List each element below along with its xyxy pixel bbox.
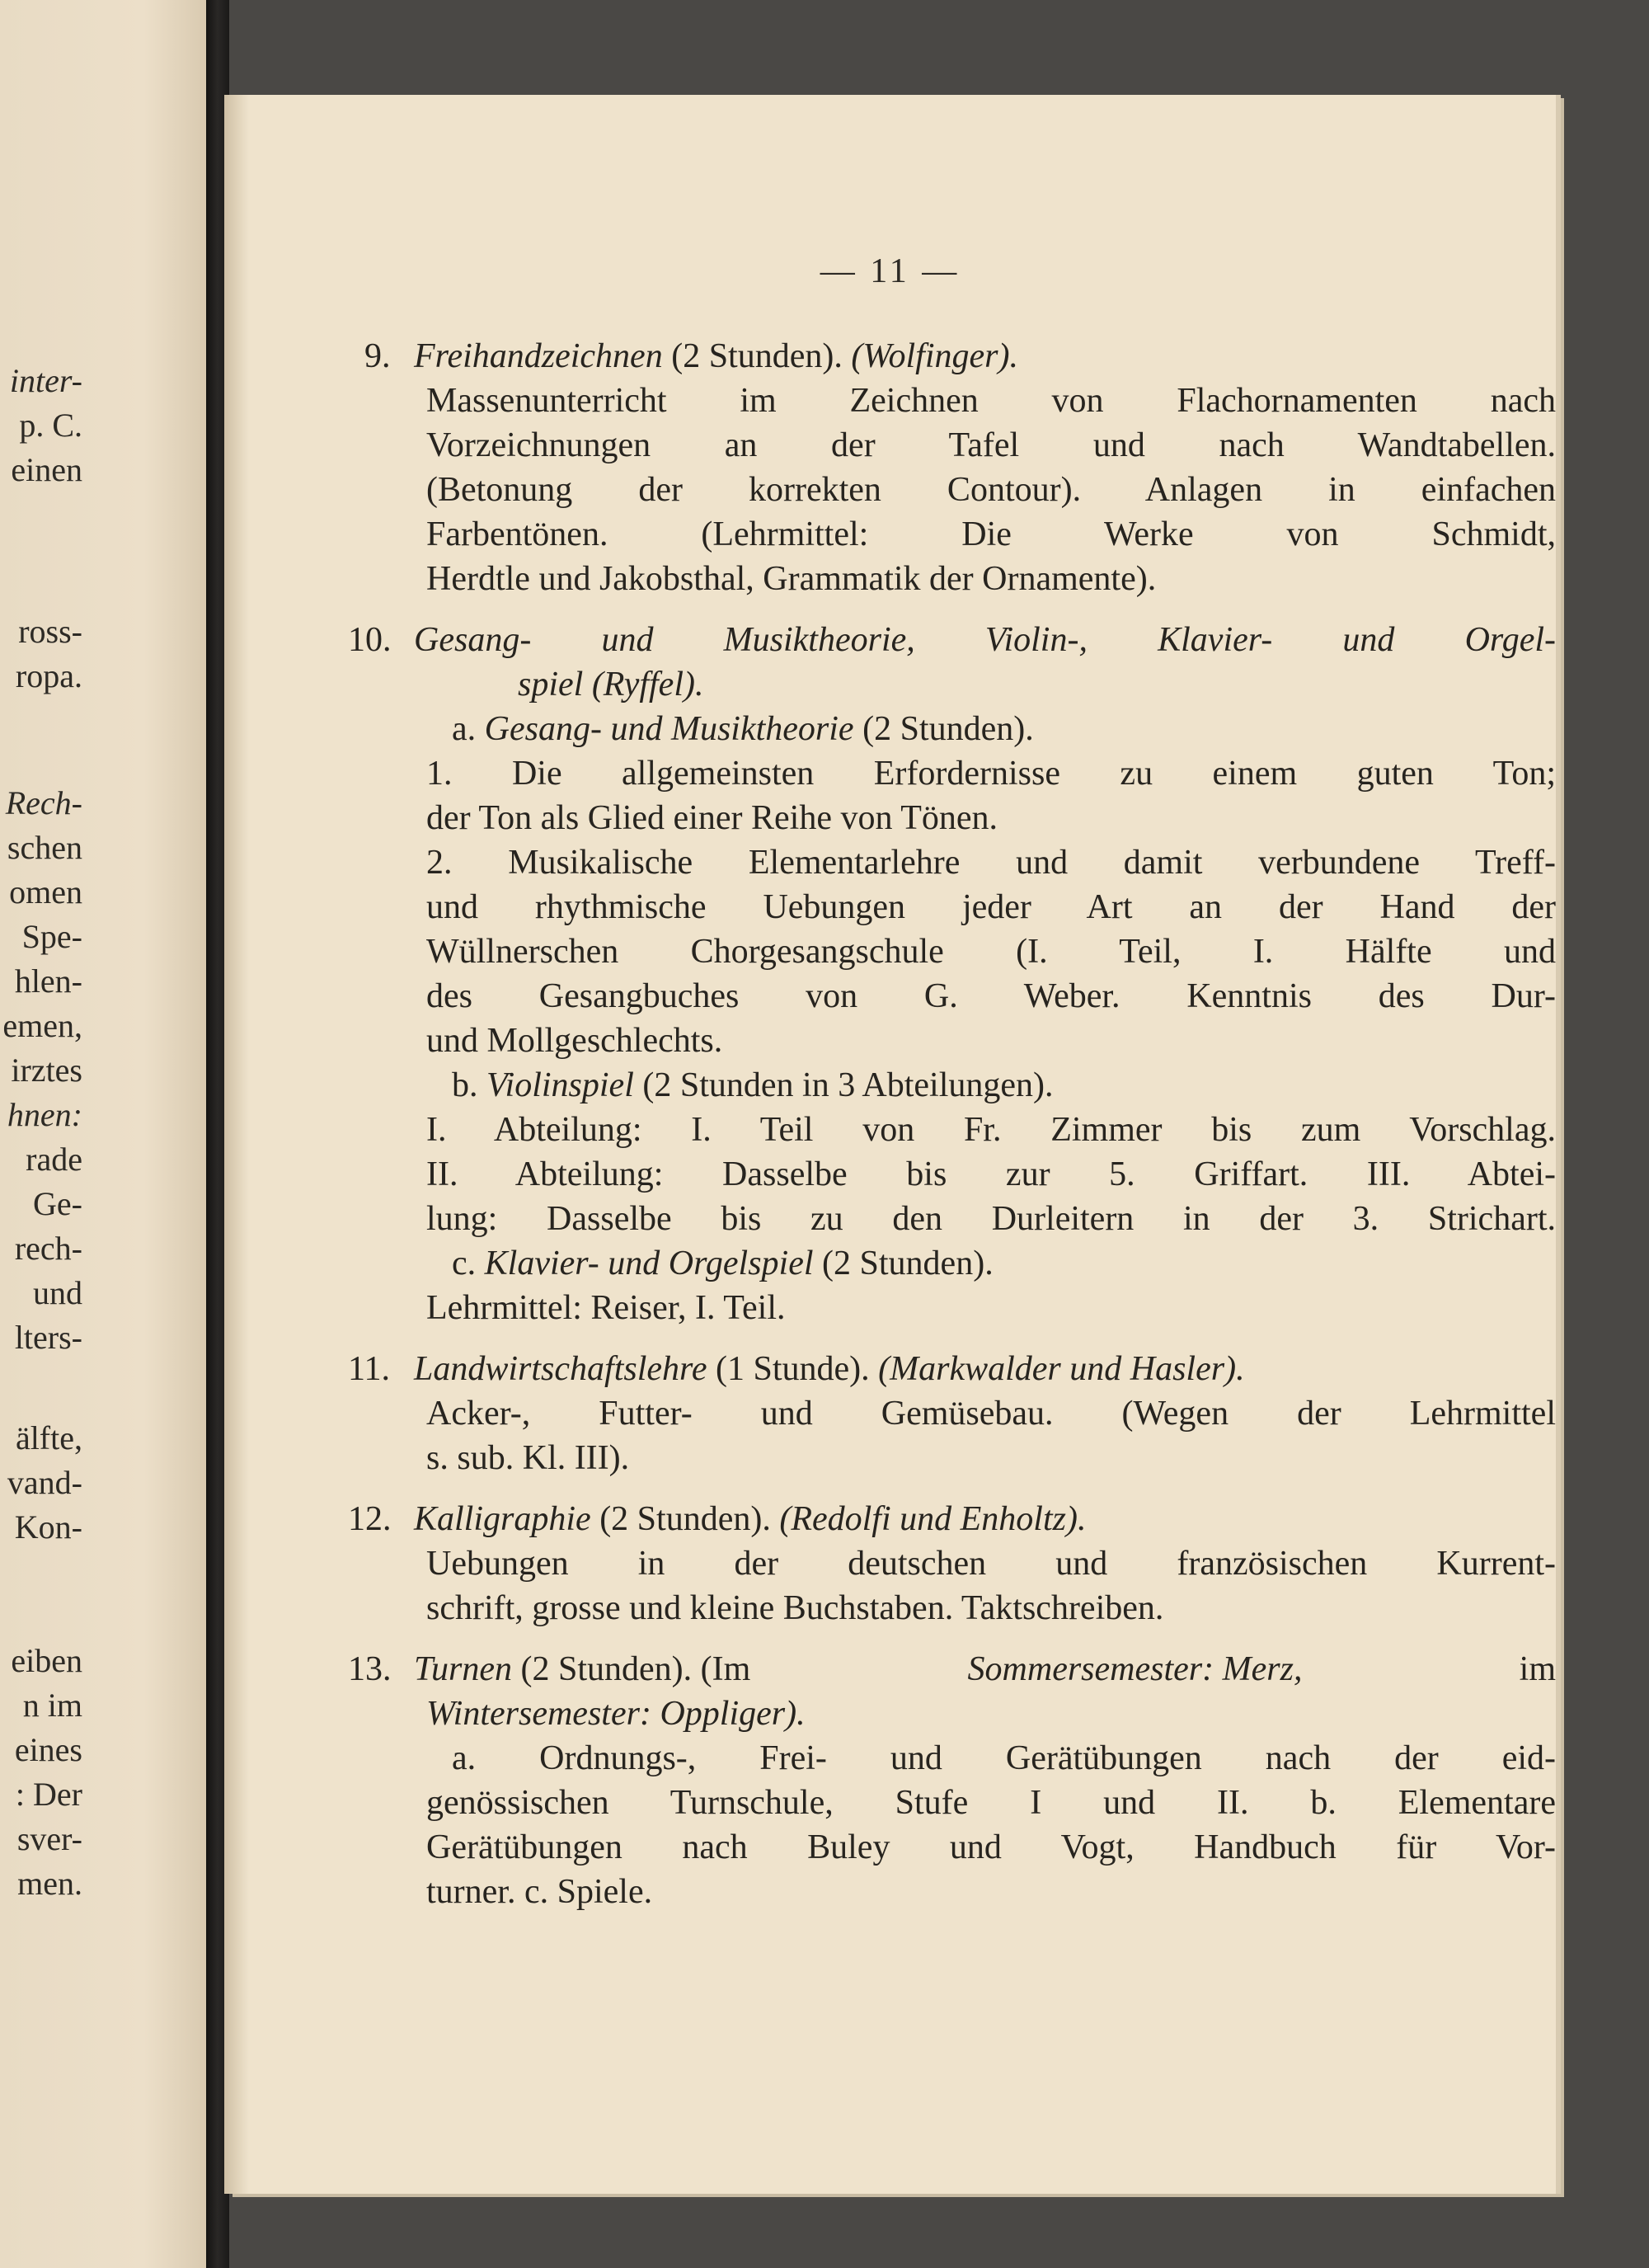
left-fragment: p. C. <box>19 407 82 444</box>
left-fragment: Rech- <box>5 784 82 821</box>
subject-title: Kalligraphie <box>414 1500 591 1538</box>
hours: (1 Stunde). <box>715 1350 870 1388</box>
left-fragment: sver- <box>16 1820 82 1857</box>
text-line: I. Abteilung: I. Teil von Fr. Zimmer bis zum Vorschlag. <box>426 1111 1556 1149</box>
subject-title: Freihandzeichnen <box>414 337 663 375</box>
text-line: 1. Die allgemeinsten Erfordernisse zu einem guten Ton; <box>426 755 1556 793</box>
text-line: des Gesangbuches von G. Weber. Kenntnis des Dur- <box>426 977 1556 1015</box>
text-line: Wüllnerschen Chorgesangschule (I. Teil, I. Hälfte und <box>426 933 1556 971</box>
item-heading <box>414 334 1018 379</box>
item-heading-cont: spiel (Ryffel). <box>518 666 704 703</box>
text-line: turner. c. Spiele. <box>426 1873 653 1911</box>
text-line: Herdtle und Jakobsthal, Grammatik der Ornamente). <box>426 560 1157 598</box>
left-fragment: eiben <box>11 1642 82 1679</box>
left-fragment: vand- <box>7 1464 82 1501</box>
item-heading <box>414 1497 1086 1541</box>
text-word: im <box>1519 1650 1556 1688</box>
teacher: (Markwalder und Hasler). <box>878 1350 1245 1388</box>
left-fragment: schen <box>7 829 82 866</box>
text-line: und rhythmische Uebungen jeder Art an der Hand der <box>426 888 1556 926</box>
teacher: Sommersemester: Merz, <box>967 1650 1303 1688</box>
item-number: 9. <box>364 337 391 375</box>
left-fragment: inter- <box>9 362 82 399</box>
teacher: (Redolfi und Enholtz). <box>779 1500 1087 1538</box>
sub-title: Klavier- und Orgelspiel <box>484 1245 814 1282</box>
left-fragment: : Der <box>15 1776 82 1813</box>
page-text <box>224 95 1556 2194</box>
subsection-b <box>452 1063 1054 1108</box>
left-fragment: älfte, <box>15 1419 82 1456</box>
left-fragment: ross- <box>18 613 82 650</box>
left-fragment: lters- <box>14 1319 82 1356</box>
text-line: (Betonung der korrekten Contour). Anlagen in einfachen <box>426 471 1556 509</box>
left-fragment: omen <box>9 873 82 910</box>
left-fragment: hnen: <box>7 1096 82 1133</box>
item-number: 12. <box>348 1500 392 1538</box>
text-line: Massenunterricht im Zeichnen von Flachornamenten nach <box>426 382 1556 420</box>
hours: (2 Stunden). <box>822 1245 994 1282</box>
text-line: Vorzeichnungen an der Tafel und nach Wandtabellen. <box>426 426 1556 464</box>
text-line: Lehrmittel: Reiser, I. Teil. <box>426 1289 786 1327</box>
hours: (2 Stunden). <box>671 337 843 375</box>
text-line: II. Abteilung: Dasselbe bis zur 5. Griffart. III. Abtei- <box>426 1155 1556 1193</box>
text-line: Acker-, Futter- und Gemüsebau. (Wegen der Lehrmittel <box>426 1395 1556 1433</box>
subject-title: Landwirtschaftslehre <box>414 1350 707 1388</box>
left-fragment: und <box>33 1274 82 1311</box>
item-heading <box>414 1647 1556 1692</box>
sub-label: a. <box>452 710 477 748</box>
sub-label: b. <box>452 1066 478 1104</box>
page-number: — 11 — <box>820 252 961 290</box>
hours: (2 Stunden). <box>862 710 1034 748</box>
text-line: a. Ordnungs-, Frei- und Gerätübungen nach der eid- <box>452 1739 1556 1777</box>
item-number: 10. <box>348 621 392 659</box>
item-number: 13. <box>348 1650 392 1688</box>
sub-title: Gesang- und Musiktheorie <box>484 710 854 748</box>
left-fragment: Kon- <box>14 1508 82 1546</box>
left-fragment: ropa. <box>15 657 82 694</box>
sub-label: c. <box>452 1245 477 1282</box>
subject-title: Turnen <box>414 1650 513 1688</box>
left-fragment: emen, <box>2 1007 82 1044</box>
right-page <box>224 95 1556 2194</box>
text-line: genössischen Turnschule, Stufe I und II. b. Elementare <box>426 1784 1556 1822</box>
hours: (2 Stunden). (Im <box>520 1650 751 1688</box>
hours: (2 Stunden in 3 Abteilungen). <box>642 1066 1054 1104</box>
text-line: 2. Musikalische Elementarlehre und damit verbundene Treff- <box>426 844 1556 882</box>
teacher: (Wolfinger). <box>851 337 1018 375</box>
left-page-fragment <box>0 0 206 2268</box>
subsection-a <box>452 707 1034 751</box>
text-line: s. sub. Kl. III). <box>426 1439 630 1477</box>
sub-title: Violinspiel <box>486 1066 634 1104</box>
text-line: Gerätübungen nach Buley und Vogt, Handbuch für Vor- <box>426 1828 1556 1866</box>
item-number: 11. <box>348 1350 390 1388</box>
left-fragment: einen <box>11 451 82 488</box>
text-line: lung: Dasselbe bis zu den Durleitern in der 3. Strichart. <box>426 1200 1556 1238</box>
left-fragment: Ge- <box>33 1185 82 1222</box>
item-heading <box>414 1347 1245 1391</box>
left-fragment: men. <box>17 1865 82 1902</box>
text-line: schrift, grosse und kleine Buchstaben. Taktschreiben. <box>426 1589 1164 1627</box>
left-fragment: rade <box>26 1141 82 1178</box>
hours: (2 Stunden). <box>599 1500 771 1538</box>
text-line: Farbentönen. (Lehrmittel: Die Werke von Schmidt, <box>426 515 1556 553</box>
text-line: und Mollgeschlechts. <box>426 1022 723 1060</box>
subsection-c <box>452 1241 994 1286</box>
left-fragment: n im <box>22 1687 82 1724</box>
left-fragment: rech- <box>14 1230 82 1267</box>
left-fragment: eines <box>14 1731 82 1768</box>
text-line: der Ton als Glied einer Reihe von Tönen. <box>426 799 998 837</box>
left-fragment: Spe- <box>21 918 82 955</box>
left-fragment: hlen- <box>14 962 82 1000</box>
teacher: Wintersemester: Oppliger). <box>426 1695 806 1733</box>
item-heading: Gesang- und Musiktheorie, Violin-, Klavier- und Orgel- <box>414 621 1556 659</box>
left-fragment: irztes <box>11 1052 82 1089</box>
text-line: Uebungen in der deutschen und französischen Kurrent- <box>426 1545 1556 1583</box>
